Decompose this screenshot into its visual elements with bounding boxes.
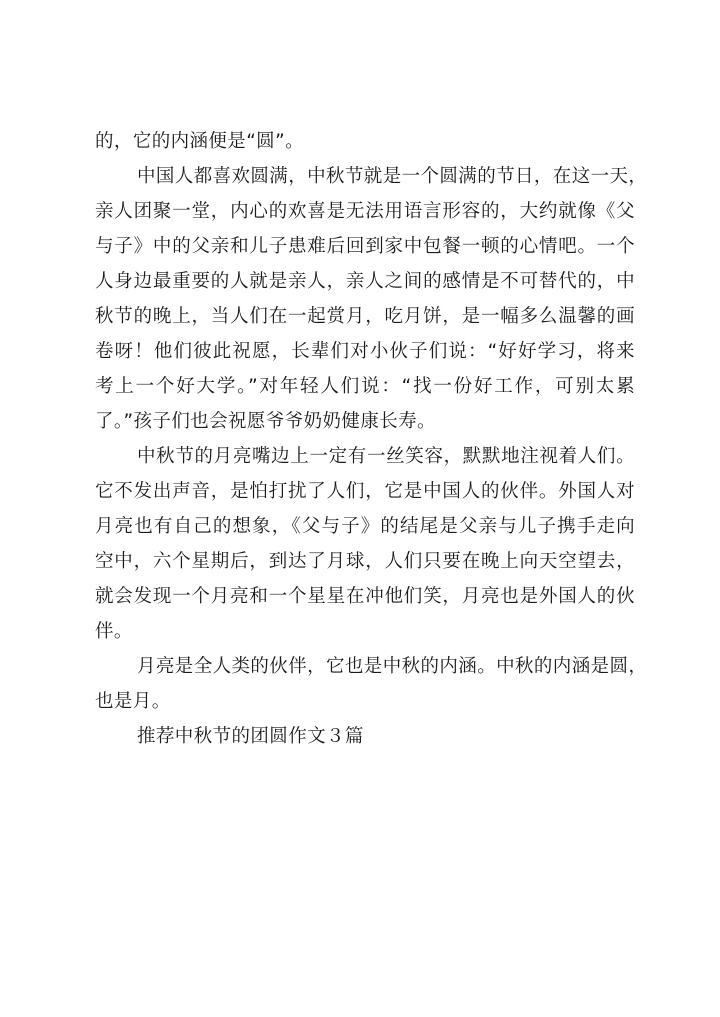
- paragraph-line: 它不发出声音，是怕打扰了人们，它是中国人的伙伴。外国人对: [95, 481, 635, 502]
- paragraph-line: 月亮也有自己的想象，《父与子》的结尾是父亲与儿子携手走向: [95, 516, 635, 537]
- paragraph-line: 秋节的晚上，当人们在一起赏月，吃月饼，是一幅多么温馨的画: [95, 306, 635, 327]
- paragraph-line: 的，它的内涵便是“圆”。: [95, 131, 304, 152]
- paragraph-line: 也是月。: [95, 691, 171, 712]
- paragraph-line: 中秋节的月亮嘴边上一定有一丝笑容，默默地注视着人们。: [137, 446, 635, 467]
- paragraph-line: 卷呀！他们彼此祝愿，长辈们对小伙子们说：“好好学习，将来: [95, 341, 635, 362]
- paragraph-line: 考上一个好大学。”对年轻人们说：“找一份好工作，可别太累: [95, 376, 635, 397]
- paragraph-line: 人身边最重要的人就是亲人，亲人之间的感情是不可替代的，中: [95, 271, 635, 292]
- paragraph-line: 亲人团聚一堂，内心的欢喜是无法用语言形容的，大约就像《父: [95, 201, 635, 222]
- document-body: [95, 124, 648, 754]
- paragraph-line: 月亮是全人类的伙伴，它也是中秋的内涵。中秋的内涵是圆，: [137, 656, 648, 677]
- paragraph-line: 与子》中的父亲和儿子患难后回到家中包餐一顿的心情吧。一个: [95, 236, 635, 257]
- paragraph-line: 了。”孩子们也会祝愿爷爷奶奶健康长寿。: [95, 411, 436, 432]
- paragraph-line: 伴。: [95, 621, 133, 642]
- paragraph-line: 就会发现一个月亮和一个星星在冲他们笑，月亮也是外国人的伙: [95, 586, 635, 607]
- section-title: 推荐中秋节的团圆作文３篇: [137, 726, 364, 747]
- paragraph-line: 空中，六个星期后，到达了月球，人们只要在晚上向天空望去，: [95, 551, 635, 572]
- paragraph-line: 中国人都喜欢圆满，中秋节就是一个圆满的节日，在这一天，: [137, 166, 648, 187]
